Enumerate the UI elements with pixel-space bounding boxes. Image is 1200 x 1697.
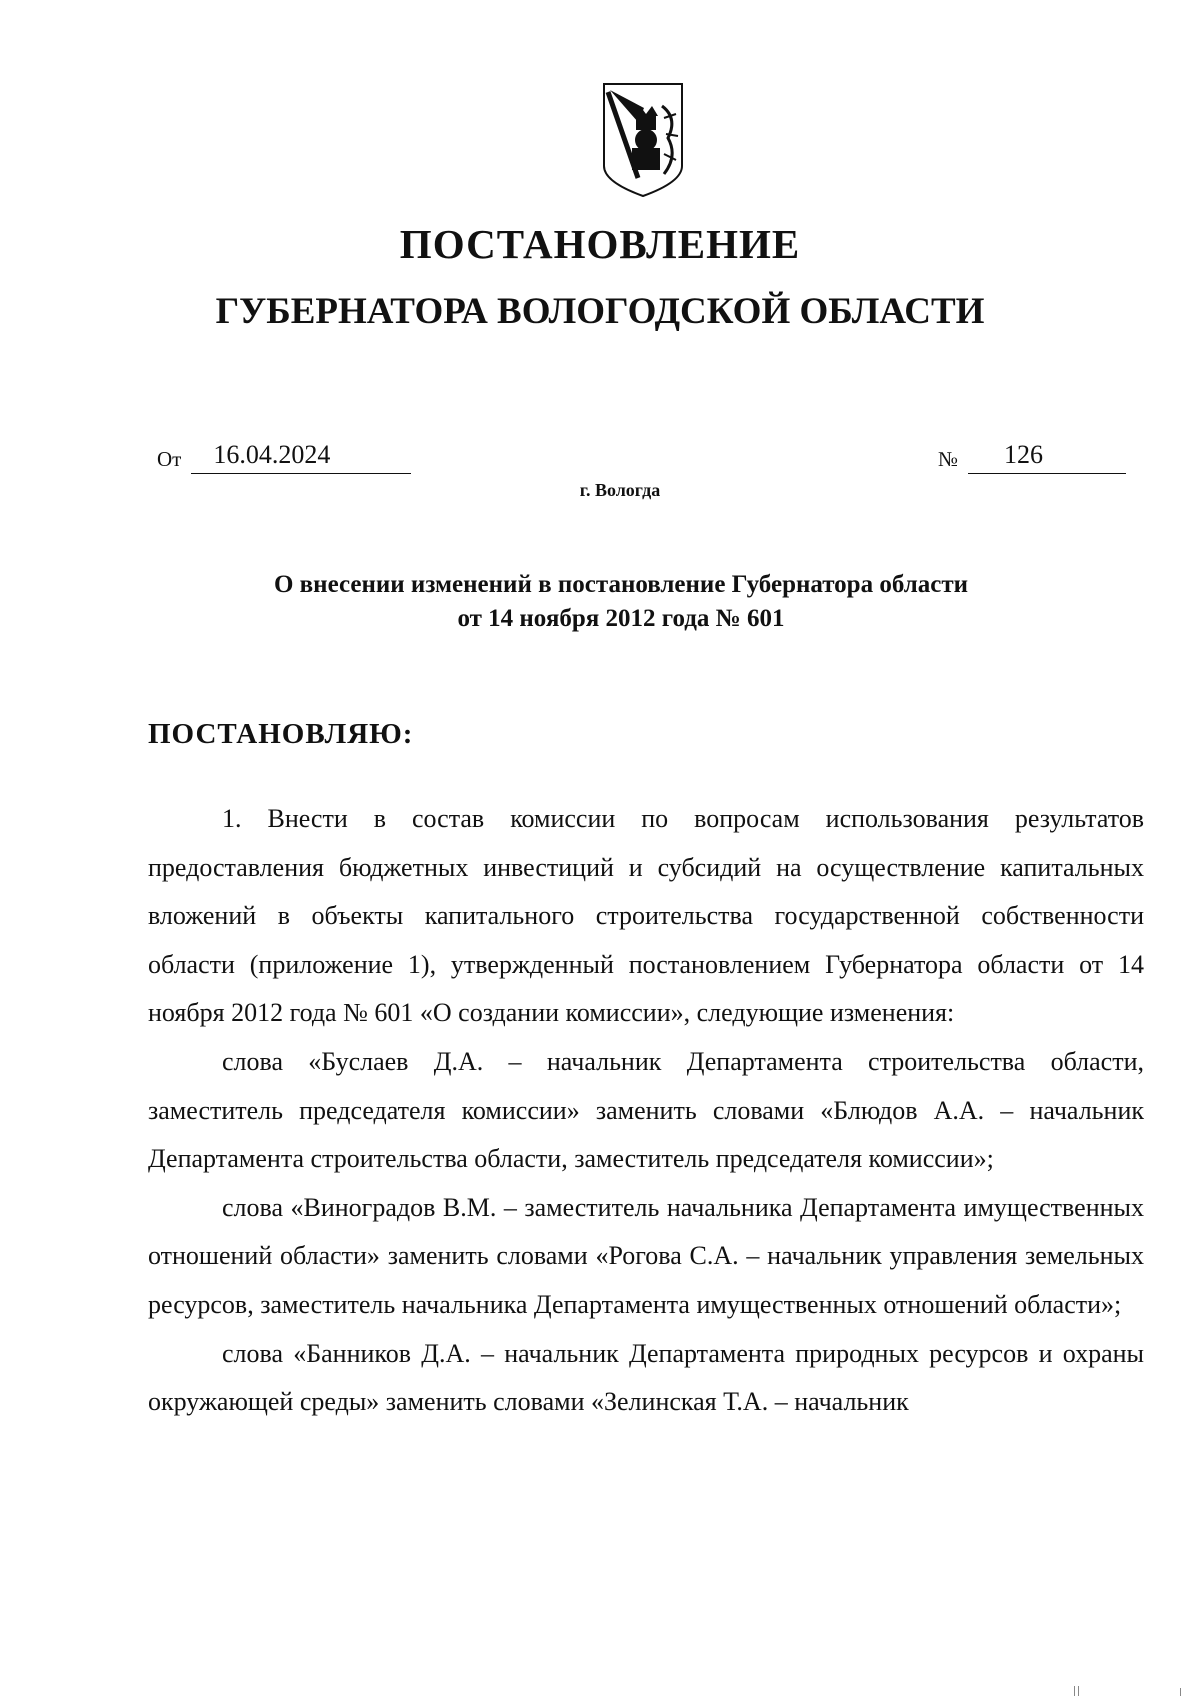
paragraph-3: слова «Виноградов В.М. – заместитель начальника Департамента имущественных отношений области» заменить словами «Рогова С.А. – начальник управления земельных ресурсов, заместитель начальника Департамента имущественных отношений области»; — [148, 1192, 1144, 1319]
scan-artifact — [1078, 1686, 1079, 1696]
scan-artifact — [1180, 1688, 1181, 1696]
number-underline — [968, 440, 1126, 474]
date-value: 16.04.2024 — [213, 440, 331, 469]
document-body — [148, 795, 1144, 1427]
number-field — [938, 440, 1126, 474]
document-heading — [0, 568, 1200, 636]
scan-artifact — [1074, 1686, 1075, 1696]
heading-line-2: от 14 ноября 2012 года № 601 — [457, 605, 785, 632]
number-value: 126 — [1004, 440, 1044, 469]
decree-word: ПОСТАНОВЛЯЮ: — [148, 718, 414, 750]
document-title: ПОСТАНОВЛЕНИЕ — [399, 221, 801, 267]
city-label: г. Вологда — [579, 480, 661, 500]
paragraph-1: 1. Внести в состав комиссии по вопросам использования результатов предоставления бюджетных инвестиций и субсидий на осуществление капитальных вложений в объекты капитального строительства государственной собственности области (приложение 1), утвержденный постановлением Губернатора области от 14 ноября 2012 года № 601 «О создании комиссии», следующие изменения: — [148, 804, 1144, 1028]
paragraph-4: слова «Банников Д.А. – начальник Департамента природных ресурсов и охраны окружающей среды» заменить словами «Зелинская Т.А. – начальник — [148, 1338, 1144, 1417]
heading-line-1: О внесении изменений в постановление Губернатора области — [273, 571, 969, 598]
date-underline — [191, 440, 411, 474]
date-prefix: От — [157, 447, 182, 471]
paragraph-2: слова «Буслаев Д.А. – начальник Департамента строительства области, заместитель председателя комиссии» заменить словами «Блюдов А.А. – начальник Департамента строительства области, заместитель председателя комиссии»; — [148, 1046, 1144, 1174]
document-subtitle: ГУБЕРНАТОРА ВОЛОГОДСКОЙ ОБЛАСТИ — [215, 291, 985, 332]
coat-of-arms-icon — [598, 78, 688, 200]
number-prefix: № — [938, 447, 959, 471]
date-field — [157, 440, 411, 474]
